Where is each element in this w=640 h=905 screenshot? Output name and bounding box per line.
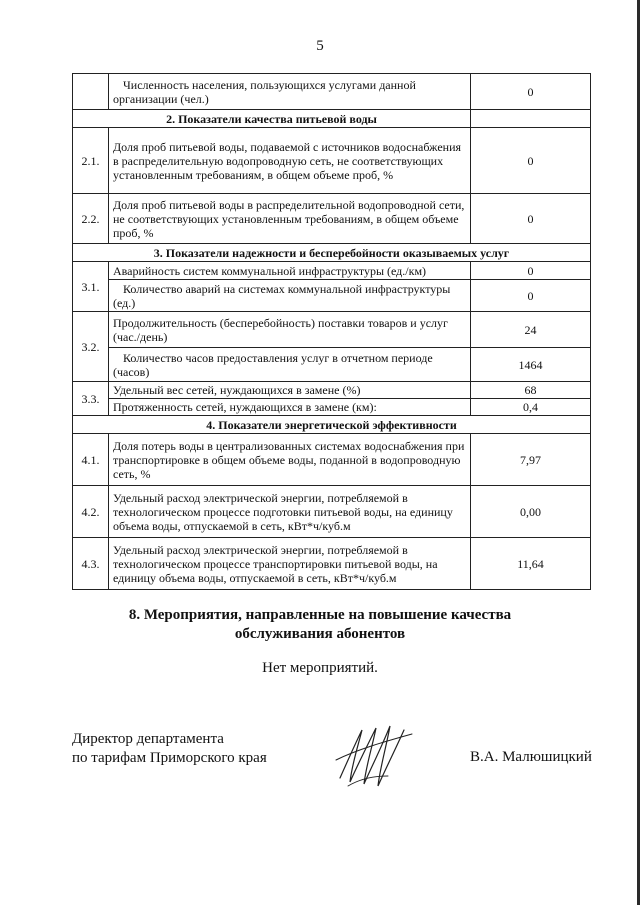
row-value: 11,64 — [471, 538, 591, 590]
section-title: 2. Показатели качества питьевой воды — [73, 110, 471, 128]
handwritten-signature — [328, 720, 418, 790]
row-number — [73, 74, 109, 110]
row-number: 4.2. — [73, 486, 109, 538]
section-title: 4. Показатели энергетической эффективности — [73, 416, 591, 434]
row-number: 4.1. — [73, 434, 109, 486]
row-label: Количество аварий на системах коммунальной инфраструктуры (ед.) — [109, 280, 471, 312]
row-value: 0 — [471, 280, 591, 312]
row-label: Доля проб питьевой воды в распределительной водопроводной сети, не соответствующих установленным требованиям, в общем объеме проб, % — [109, 194, 471, 244]
row-number: 3.2. — [73, 312, 109, 382]
row-label: Количество часов предоставления услуг в отчетном периоде (часов) — [109, 348, 471, 382]
row-value: 0 — [471, 128, 591, 194]
row-value: 68 — [471, 382, 591, 399]
section-row — [73, 244, 591, 262]
row-label: Удельный вес сетей, нуждающихся в замене (%) — [109, 382, 471, 399]
row-label: Доля проб питьевой воды, подаваемой с источников водоснабжения в распределительную водопроводную сеть, не соответствующих установленным требованиям, в общем объеме проб, % — [109, 128, 471, 194]
section-row — [73, 416, 591, 434]
signatory-title — [72, 730, 267, 768]
row-value: 24 — [471, 312, 591, 348]
row-value: 0 — [471, 262, 591, 280]
indicators-table — [72, 73, 591, 590]
row-label: Продолжительность (бесперебойность) поставки товаров и услуг (час./день) — [109, 312, 471, 348]
signatory-title-line2: по тарифам Приморского края — [72, 750, 267, 766]
row-label: Протяженность сетей, нуждающихся в замене (км): — [109, 399, 471, 416]
section-8-heading-line1: 8. Мероприятия, направленные на повышение качества — [128, 607, 512, 623]
table-row — [73, 194, 591, 244]
row-label: Аварийность систем коммунальной инфраструктуры (ед./км) — [109, 262, 471, 280]
section-title: 3. Показатели надежности и бесперебойности оказываемых услуг — [73, 244, 591, 262]
section-8-heading-line2: обслуживания абонентов — [234, 626, 406, 642]
table-row — [73, 348, 591, 382]
row-label: Удельный расход электрической энергии, потребляемой в технологическом процессе транспортировки питьевой воды, на единицу объема воды, отпускаемой в сеть, кВт*ч/куб.м — [109, 538, 471, 590]
row-number: 2.1. — [73, 128, 109, 194]
table-row — [73, 280, 591, 312]
signatory-title-line1: Директор департамента — [72, 731, 224, 747]
row-value: 1464 — [471, 348, 591, 382]
row-label: Численность населения, пользующихся услугами данной организации (чел.) — [109, 74, 471, 110]
no-measures-text: Нет мероприятий. — [262, 660, 378, 676]
section-8-heading — [0, 606, 640, 644]
table-row — [73, 382, 591, 399]
page-number: 5 — [316, 38, 324, 54]
row-value: 7,97 — [471, 434, 591, 486]
row-value: 0,4 — [471, 399, 591, 416]
table-row — [73, 434, 591, 486]
section-row — [73, 110, 591, 128]
table-row — [73, 538, 591, 590]
row-value: 0,00 — [471, 486, 591, 538]
table-row — [73, 128, 591, 194]
row-label: Удельный расход электрической энергии, потребляемой в технологическом процессе подготовки питьевой воды, на единицу объема воды, отпускаемой в сеть, кВт*ч/куб.м — [109, 486, 471, 538]
row-value: 0 — [471, 194, 591, 244]
table-row — [73, 486, 591, 538]
row-number: 3.1. — [73, 262, 109, 312]
signatory-name: В.А. Малюшицкий — [470, 749, 592, 765]
table-row — [73, 312, 591, 348]
table-row — [73, 74, 591, 110]
row-number: 3.3. — [73, 382, 109, 416]
section-empty-cell — [471, 110, 591, 128]
row-value: 0 — [471, 74, 591, 110]
row-number: 4.3. — [73, 538, 109, 590]
row-label: Доля потерь воды в централизованных системах водоснабжения при транспортировке в общем объеме воды, поданной в водопроводную сеть, % — [109, 434, 471, 486]
table-row — [73, 399, 591, 416]
table-row — [73, 262, 591, 280]
row-number: 2.2. — [73, 194, 109, 244]
